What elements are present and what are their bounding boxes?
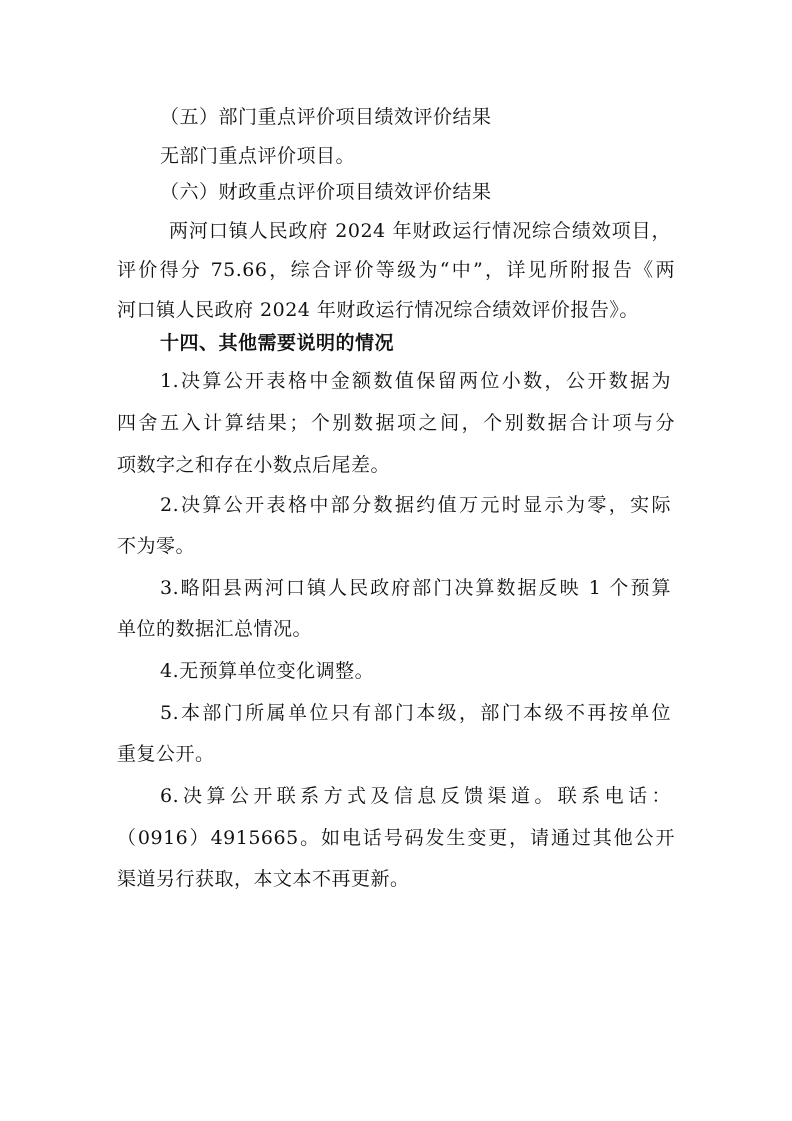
item-5-line-2: 重复公开。 — [117, 743, 215, 765]
section-heading-5: （五）部门重点评价项目绩效评价结果 — [160, 106, 492, 128]
item-6-line-2: （0916）4915665。如电话号码发生变更，请通过其他公开 — [117, 827, 675, 849]
item-3-line-2: 单位的数据汇总情况。 — [117, 618, 313, 640]
section-heading-6: （六）财政重点评价项目绩效评价结果 — [160, 181, 492, 203]
item-4-line-1: 4.无预算单位变化调整。 — [160, 660, 375, 682]
item-5-line-1: 5.本部门所属单位只有部门本级，部门本级不再按单位 — [160, 702, 671, 724]
section-5-body: 无部门重点评价项目。 — [160, 145, 356, 167]
item-1-line-3: 项数字之和存在小数点后尾差。 — [117, 454, 391, 476]
item-2-line-1: 2.决算公开表格中部分数据约值万元时显示为零，实际 — [160, 494, 671, 516]
item-6-line-1: 6.决算公开联系方式及信息反馈渠道。联系电话： — [160, 785, 671, 807]
item-3-line-1: 3.略阳县两河口镇人民政府部门决算数据反映 1 个预算 — [160, 577, 671, 599]
section-6-line-1: 两河口镇人民政府 2024 年财政运行情况综合绩效项目， — [169, 220, 671, 242]
item-1-line-2: 四舍五入计算结果；个别数据项之间，个别数据合计项与分 — [117, 412, 675, 434]
item-6-line-3: 渠道另行获取，本文本不再更新。 — [117, 868, 410, 890]
section-heading-14: 十四、其他需要说明的情况 — [160, 332, 395, 354]
section-6-line-3: 河口镇人民政府 2024 年财政运行情况综合绩效评价报告》。 — [117, 299, 639, 321]
item-2-line-2: 不为零。 — [117, 535, 196, 557]
item-1-line-1: 1.决算公开表格中金额数值保留两位小数，公开数据为 — [160, 370, 671, 392]
section-6-line-2: 评价得分 75.66，综合评价等级为“中”，详见所附报告《两 — [117, 259, 675, 281]
